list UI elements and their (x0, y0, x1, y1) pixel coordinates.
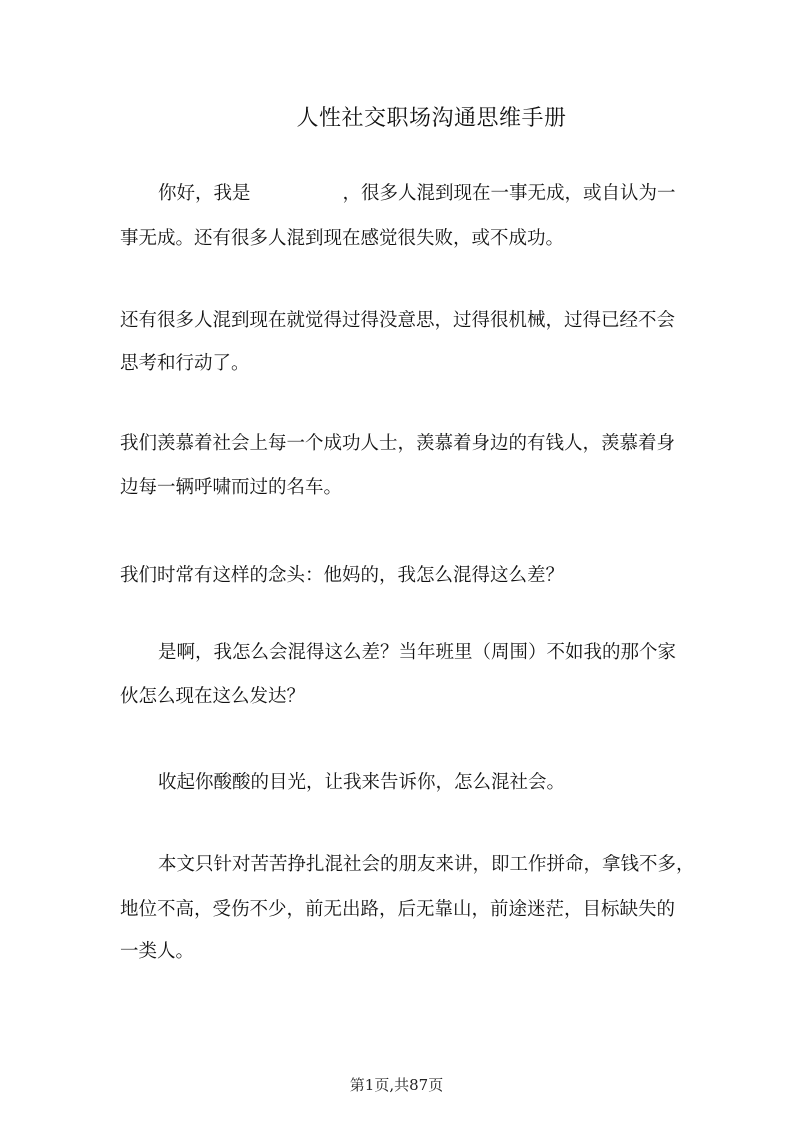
paragraph-6-line-1: 收起你酸酸的目光，让我来告诉你，怎么混社会。 (158, 772, 566, 793)
paragraph-3-line-2: 边每一辆呼啸而过的名车。 (120, 477, 343, 498)
greeting-text: 你好，我是 (158, 183, 251, 204)
paragraph-2-line-1: 还有很多人混到现在就觉得过得没意思，过得很机械，过得已经不会 (120, 310, 676, 331)
paragraph-2-line-2: 思考和行动了。 (120, 353, 250, 374)
paragraph-1-line-1 (158, 181, 738, 207)
paragraph-5-line-1: 是啊，我怎么会混得这么差？当年班里（周围）不如我的那个家 (158, 642, 677, 663)
page-number-footer: 第1页,共87页 (349, 1076, 444, 1094)
paragraph-1-line-2: 事无成。还有很多人混到现在感觉很失败，或不成功。 (120, 228, 565, 249)
document-title: 人性社交职场沟通思维手册 (296, 106, 567, 131)
paragraph-7-line-3: 一类人。 (120, 941, 195, 962)
paragraph-7-line-1: 本文只针对苦苦挣扎混社会的朋友来讲，即工作拼命，拿钱不多， (158, 854, 695, 875)
paragraph-4-line-1: 我们时常有这样的念头：他妈的，我怎么混得这么差？ (120, 565, 565, 586)
paragraph-5-line-2: 伙怎么现在这么发达？ (120, 686, 306, 707)
paragraph-3-line-1: 我们羡慕着社会上每一个成功人士，羡慕着身边的有钱人，羡慕着身 (120, 433, 676, 454)
paragraph-7-line-2: 地位不高，受伤不少，前无出路，后无靠山，前途迷茫，目标缺失的 (120, 899, 676, 920)
greeting-continuation: ，很多人混到现在一事无成，或自认为一 (342, 183, 676, 204)
